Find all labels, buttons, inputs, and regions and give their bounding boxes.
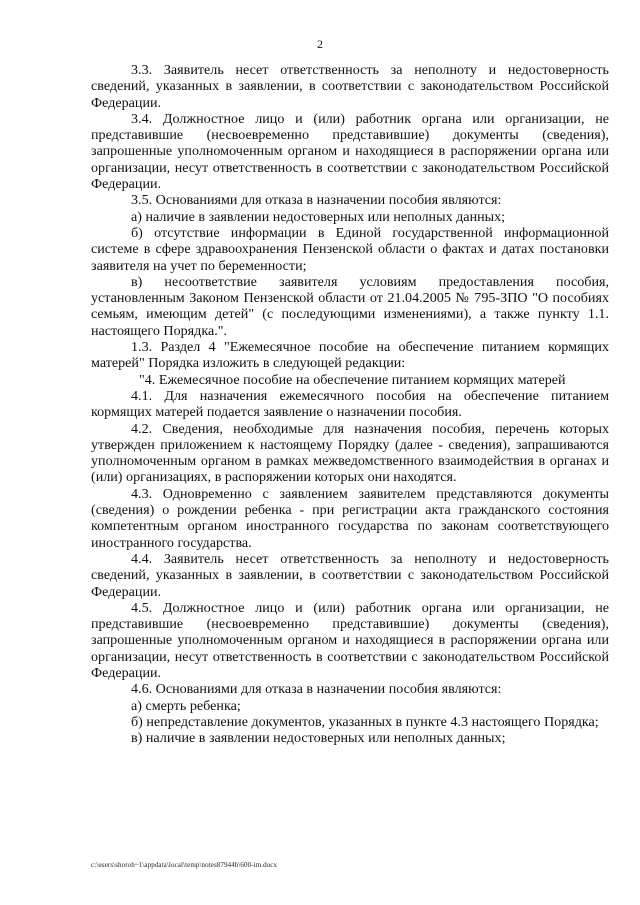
paragraph-4-6-a: а) смерть ребенка; bbox=[131, 697, 241, 714]
paragraph-4-2: 4.2. Сведения, необходимые для назначения пособия, перечень которых утвержден приложением к настоящему Порядку (далее - сведения), запрашиваются уполномоченным органом в рамках межведомственного взаимодействия в органах и (или) организациях, в распоряжении которых они находятся. bbox=[91, 420, 609, 486]
paragraph-4-6-v: в) наличие в заявлении недостоверных или неполных данных; bbox=[131, 730, 506, 747]
document-body bbox=[91, 62, 609, 746]
paragraph-3-5-a: а) наличие в заявлении недостоверных или неполных данных; bbox=[131, 208, 506, 225]
page-number: 2 bbox=[317, 37, 323, 51]
paragraph-4-5: 4.5. Должностное лицо и (или) работник органа или организации, не представившие (несвоевременно представившие) документы (сведения), запрошенные уполномоченным органом и находящиеся в распоряжении органа или организации, несут ответственность в соответствии с законодательством Российской Федерации. bbox=[91, 599, 609, 681]
file-path-footer: c:\users\shoroh~1\appdata\local\temp\notes87944b\600-im.docx bbox=[91, 861, 278, 869]
paragraph-3-5-b: б) отсутствие информации в Единой государственной информационной системе в сфере здравоохранения Пензенской области о фактах и датах постановки заявителя на учет по беременности; bbox=[91, 224, 609, 274]
paragraph-3-5: 3.5. Основаниями для отказа в назначении пособия являются: bbox=[131, 192, 502, 209]
paragraph-3-3: 3.3. Заявитель несет ответственность за неполноту и недостоверность сведений, указанных в заявлении, в соответствии с законодательством Российской Федерации. bbox=[91, 62, 609, 111]
paragraph-4-1: 4.1. Для назначения ежемесячного пособия на обеспечение питанием кормящих матерей подается заявление о назначении пособия. bbox=[91, 387, 609, 421]
paragraph-3-4: 3.4. Должностное лицо и (или) работник органа или организации, не представившие (несвоевременно представившие) документы (сведения), запрошенные уполномоченным органом и находящиеся в распоряжении органа или организации, несут ответственность в соответствии с законодательством Российской Федерации. bbox=[91, 110, 609, 193]
paragraph-3-5-v: в) несоответствие заявителя условиям предоставления пособия, установленным Законом Пензенской области от 21.04.2005 № 795-ЗПО "О пособиях семьям, имеющим детей" (с последующими изменениями), а также пункту 1.1. настоящего Порядка.". bbox=[91, 273, 609, 339]
paragraph-4-4: 4.4. Заявитель несет ответственность за неполноту и недостоверность сведений, указанных в заявлении, в соответствии с законодательством Российской Федерации. bbox=[91, 550, 609, 600]
paragraph-1-3: 1.3. Раздел 4 "Ежемесячное пособие на обеспечение питанием кормящих матерей" Порядка изложить в следующей редакции: bbox=[91, 339, 609, 372]
paragraph-4-3: 4.3. Одновременно с заявлением заявителем представляются документы (сведения) о рождении ребенка - при регистрации акта гражданского состояния компетентным органом иностранного государства по законам соответствующего иностранного государства. bbox=[91, 485, 609, 551]
paragraph-4-6: 4.6. Основаниями для отказа в назначении пособия являются: bbox=[131, 681, 502, 698]
section-4-heading: "4. Ежемесячное пособие на обеспечение питанием кормящих матерей bbox=[139, 371, 566, 388]
paragraph-4-6-b: б) непредставление документов, указанных в пункте 4.3 настоящего Порядка; bbox=[131, 713, 599, 730]
